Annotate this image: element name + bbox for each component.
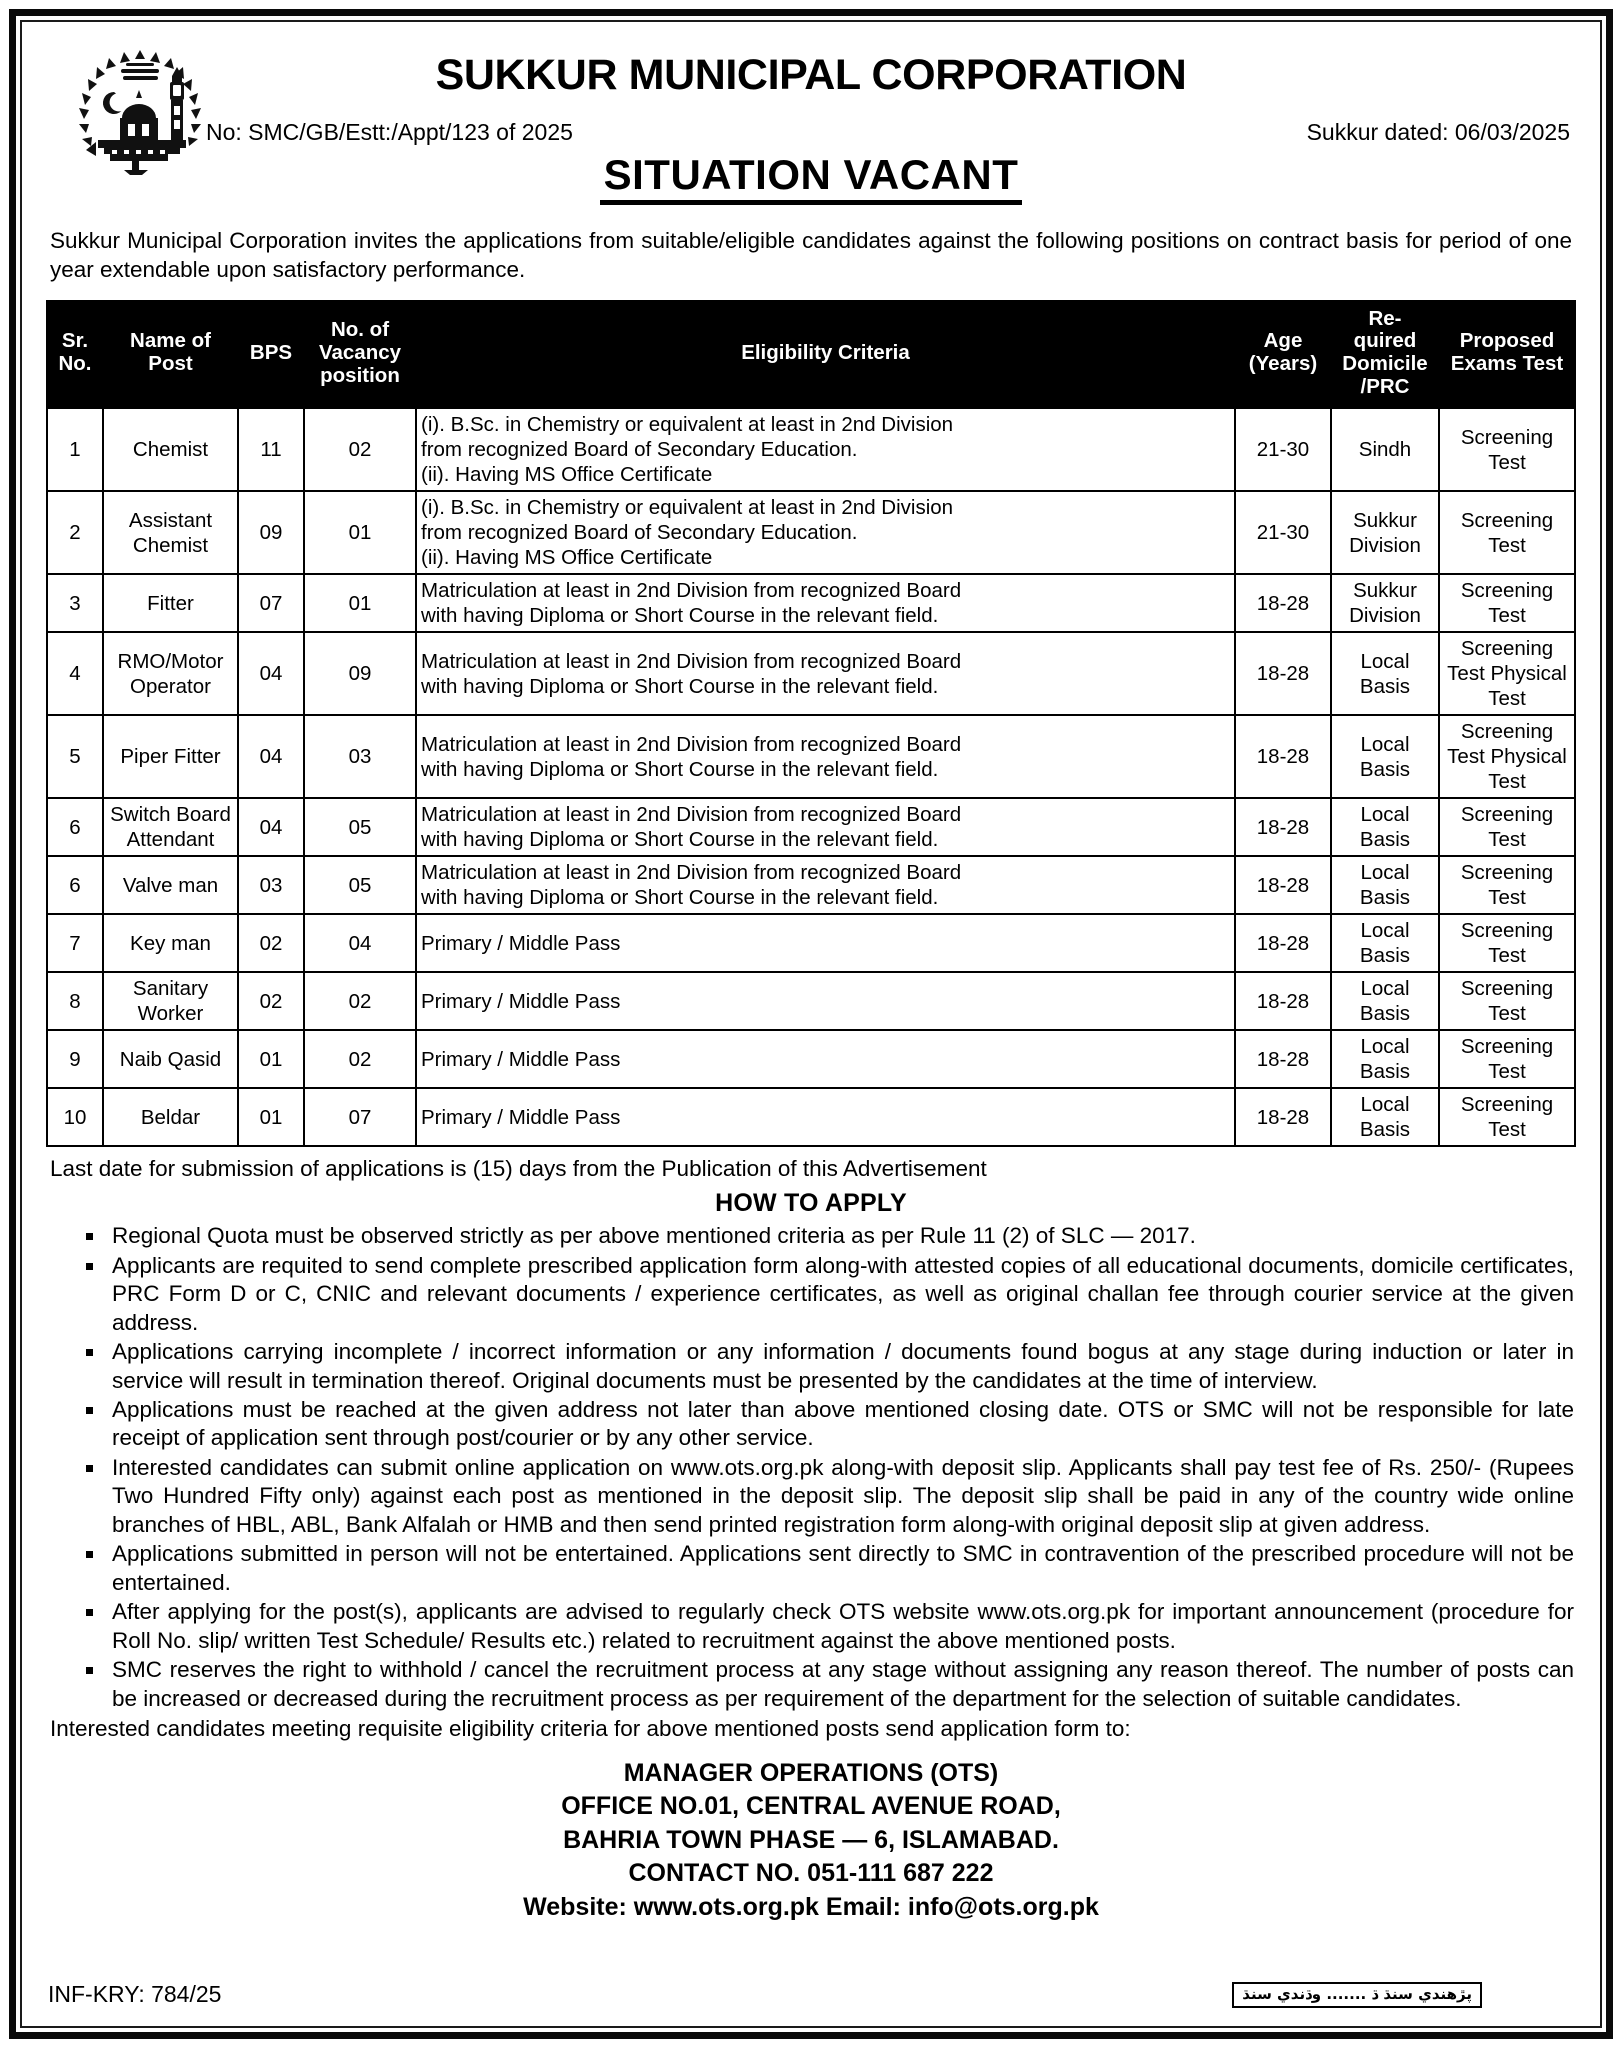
cell-post-name: Fitter [103,574,238,632]
cell-vacancy-count: 07 [304,1088,416,1146]
table-row [47,914,1575,972]
cell-eligibility-criteria: (i). B.Sc. in Chemistry or equivalent at least in 2nd Division from recognized Board of Secondary Education. (ii). Having MS Office Certificate [416,491,1235,574]
col-header-bps: BPS [238,301,304,409]
advertisement-content [22,22,1600,2026]
cell-proposed-exam: Screening Test [1439,1030,1575,1088]
vac-line-1: No. of [330,317,390,341]
cell-eligibility-criteria: Primary / Middle Pass [416,1030,1235,1088]
cell-vacancy-count: 01 [304,574,416,632]
cell-domicile: Local Basis [1331,715,1439,798]
cell-bps: 01 [238,1030,304,1088]
table-row [47,632,1575,715]
cell-proposed-exam: Screening Test [1439,574,1575,632]
how-to-apply-title: HOW TO APPLY [715,1189,907,1218]
cell-domicile: Local Basis [1331,914,1439,972]
cell-vacancy-count: 05 [304,798,416,856]
cell-eligibility-criteria: Primary / Middle Pass [416,914,1235,972]
cell-sr-no: 5 [47,715,103,798]
vac-line-2: Vacancy [318,340,402,364]
cell-bps: 04 [238,715,304,798]
last-date-notice: Last date for submission of applications is (15) days from the Publication of this Advertisement [50,1156,987,1182]
cell-bps: 09 [238,491,304,574]
rule-item: Interested candidates can submit online application on www.ots.org.pk along-with deposit slip. Applicants shall pay test fee of Rs. 250/- (Rupees Two Hundred Fifty only) against each post as mentioned in the deposit slip. The deposit slip shall be paid in any of the country wide online branches of HBL, ABL, Bank Alfalah or HMB and then send printed registration form along-with original deposit slip at given address. [84,1454,1574,1539]
advertisement-outer-frame [9,9,1613,2039]
post-line-2: Post [148,352,193,376]
sindhi-slogan-box: پڙهندي سنڌ ڌ ....... وڌندي سنڌ [1232,1982,1482,2008]
cell-vacancy-count: 09 [304,632,416,715]
cell-proposed-exam: Screening Test [1439,408,1575,491]
headline-situation-vacant: SITUATION VACANT [600,153,1023,205]
col-header-eligibility-criteria: Eligibility Criteria [416,301,1235,409]
sr-line-2: No. [58,352,92,376]
cell-sr-no: 8 [47,972,103,1030]
cell-vacancy-count: 03 [304,715,416,798]
address-line-web-email: Website: www.ots.org.pk Email: info@ots.org.pk [523,1892,1099,1921]
sukkur-municipal-corporation-emblem-icon [74,46,206,178]
cell-domicile: Sukkur Division [1331,574,1439,632]
address-line-town: BAHRIA TOWN PHASE — 6, ISLAMABAD. [563,1825,1059,1854]
cell-proposed-exam: Screening Test [1439,914,1575,972]
cell-proposed-exam: Screening Test Physical Test [1439,715,1575,798]
col-header-post-name [103,301,238,409]
cell-proposed-exam: Screening Test [1439,1088,1575,1146]
document-footer [44,1966,1578,2010]
sr-line-1: Sr. [61,329,89,353]
dom-line-4: /PRC [1360,375,1410,399]
col-header-vacancy [304,301,416,409]
cell-age-range: 18-28 [1235,798,1331,856]
col-header-domicile [1331,301,1439,409]
dom-line-2: quired [1353,329,1417,353]
cell-post-name: Naib Qasid [103,1030,238,1088]
cell-domicile: Local Basis [1331,1030,1439,1088]
cell-age-range: 18-28 [1235,715,1331,798]
cell-bps: 02 [238,914,304,972]
address-line-office: OFFICE NO.01, CENTRAL AVENUE ROAD, [561,1792,1061,1821]
cell-vacancy-count: 02 [304,408,416,491]
cell-age-range: 18-28 [1235,574,1331,632]
cell-sr-no: 9 [47,1030,103,1088]
cell-eligibility-criteria: Matriculation at least in 2nd Division from recognized Board with having Diploma or Short Course in the relevant field. [416,632,1235,715]
cell-vacancy-count: 01 [304,491,416,574]
how-to-apply-rules [46,1222,1576,1713]
cell-post-name: Switch Board Attendant [103,798,238,856]
contact-address-block [46,1757,1576,1925]
cell-bps: 02 [238,972,304,1030]
table-row [47,972,1575,1030]
table-header-row [47,301,1575,409]
cell-bps: 03 [238,856,304,914]
col-header-proposed-exam [1439,301,1575,409]
table-row [47,574,1575,632]
col-header-age [1235,301,1331,409]
cell-age-range: 18-28 [1235,1088,1331,1146]
cell-eligibility-criteria: Primary / Middle Pass [416,972,1235,1030]
advertisement-inner-frame [20,20,1602,2028]
cell-bps: 07 [238,574,304,632]
cell-sr-no: 7 [47,914,103,972]
exam-line-2: Exams Test [1450,352,1564,376]
closing-instruction: Interested candidates meeting requisite eligibility criteria for above mentioned posts send application form to: [50,1716,1131,1742]
cell-post-name: Valve man [103,856,238,914]
organization-title: SUKKUR MUNICIPAL CORPORATION [435,51,1187,99]
cell-bps: 11 [238,408,304,491]
cell-age-range: 18-28 [1235,1030,1331,1088]
table-row [47,798,1575,856]
rule-item: Applications carrying incomplete / incorrect information or any information / documents found bogus at any stage during induction or later in service will result in termination thereof. Original documents must be presented by the candidates at the time of interview. [84,1338,1574,1395]
cell-sr-no: 3 [47,574,103,632]
table-row [47,856,1575,914]
issue-date: Sukkur dated: 06/03/2025 [1306,119,1570,145]
cell-proposed-exam: Screening Test [1439,972,1575,1030]
address-line-manager: MANAGER OPERATIONS (OTS) [623,1758,999,1787]
cell-bps: 04 [238,798,304,856]
cell-eligibility-criteria: (i). B.Sc. in Chemistry or equivalent at least in 2nd Division from recognized Board of Secondary Education. (ii). Having MS Office Certificate [416,408,1235,491]
cell-age-range: 18-28 [1235,856,1331,914]
table-row [47,1088,1575,1146]
cell-post-name: Sanitary Worker [103,972,238,1030]
cell-sr-no: 6 [47,798,103,856]
age-line-1: Age [1263,329,1303,353]
cell-domicile: Local Basis [1331,632,1439,715]
address-line-contact: CONTACT NO. 051-111 687 222 [628,1859,994,1888]
cell-post-name: Piper Fitter [103,715,238,798]
cell-age-range: 18-28 [1235,632,1331,715]
cell-sr-no: 6 [47,856,103,914]
rule-item: SMC reserves the right to withhold / cancel the recruitment process at any stage without assigning any reason thereof. The number of posts can be increased or decreased during the recruitment process as per requirement of the department for the selection of suitable candidates. [84,1656,1574,1713]
vac-line-3: position [320,363,400,387]
cell-post-name: Beldar [103,1088,238,1146]
dom-line-1: Re- [1368,306,1402,330]
cell-vacancy-count: 05 [304,856,416,914]
intro-paragraph: Sukkur Municipal Corporation invites the applications from suitable/eligible candidates against the following positions on contract basis for period of one year extendable upon satisfactory performance. [50,228,1572,283]
cell-sr-no: 10 [47,1088,103,1146]
cell-post-name: Chemist [103,408,238,491]
vacancy-table-head [47,301,1575,409]
rule-item: Regional Quota must be observed strictly as per above mentioned criteria as per Rule 11 (2) of SLC — 2017. [84,1222,1574,1250]
cell-proposed-exam: Screening Test Physical Test [1439,632,1575,715]
rule-item: Applicants are requited to send complete prescribed application form along-with attested copies of all educational documents, domicile certificates, PRC Form D or C, CNIC and relevant documents / experience certificates, as well as original challan fee through courier service at the given address. [84,1252,1574,1337]
rule-item: Applications submitted in person will not be entertained. Applications sent directly to SMC in contravention of the prescribed procedure will not be entertained. [84,1540,1574,1597]
cell-domicile: Local Basis [1331,798,1439,856]
cell-bps: 01 [238,1088,304,1146]
post-line-1: Name of [130,329,211,353]
rule-item: After applying for the post(s), applicants are advised to regularly check OTS website www.ots.org.pk for important announcement (procedure for Roll No. slip/ written Test Schedule/ Results etc.) related to recruitment against the above mentioned posts. [84,1598,1574,1655]
col-header-sr-no [47,301,103,409]
cell-age-range: 21-30 [1235,408,1331,491]
cell-eligibility-criteria: Matriculation at least in 2nd Division from recognized Board with having Diploma or Short Course in the relevant field. [416,798,1235,856]
cell-domicile: Local Basis [1331,856,1439,914]
rule-item: Applications must be reached at the given address not later than above mentioned closing date. OTS or SMC will not be responsible for late receipt of application sent through post/courier or by any other service. [84,1396,1574,1453]
vacancy-table-body [47,408,1575,1146]
vacancy-table [46,300,1576,1148]
headline-wrapper [46,153,1576,205]
cell-domicile: Sukkur Division [1331,491,1439,574]
document-header [46,38,1576,210]
reference-number: No: SMC/GB/Estt:/Appt/123 of 2025 [206,119,573,145]
cell-sr-no: 4 [47,632,103,715]
table-row [47,715,1575,798]
age-line-2: (Years) [1248,352,1318,376]
cell-domicile: Local Basis [1331,1088,1439,1146]
cell-bps: 04 [238,632,304,715]
cell-vacancy-count: 02 [304,1030,416,1088]
table-row [47,408,1575,491]
reference-row [46,119,1576,147]
cell-sr-no: 2 [47,491,103,574]
cell-vacancy-count: 04 [304,914,416,972]
cell-post-name: RMO/Motor Operator [103,632,238,715]
table-row [47,1030,1575,1088]
cell-domicile: Local Basis [1331,972,1439,1030]
cell-post-name: Key man [103,914,238,972]
cell-vacancy-count: 02 [304,972,416,1030]
cell-age-range: 21-30 [1235,491,1331,574]
cell-post-name: Assistant Chemist [103,491,238,574]
cell-age-range: 18-28 [1235,972,1331,1030]
cell-proposed-exam: Screening Test [1439,856,1575,914]
table-row [47,491,1575,574]
exam-line-1: Proposed [1459,329,1555,353]
cell-eligibility-criteria: Matriculation at least in 2nd Division from recognized Board with having Diploma or Short Course in the relevant field. [416,574,1235,632]
inf-reference-number: INF-KRY: 784/25 [48,1981,222,2007]
cell-proposed-exam: Screening Test [1439,491,1575,574]
cell-domicile: Sindh [1331,408,1439,491]
cell-sr-no: 1 [47,408,103,491]
cell-age-range: 18-28 [1235,914,1331,972]
cell-eligibility-criteria: Matriculation at least in 2nd Division from recognized Board with having Diploma or Short Course in the relevant field. [416,715,1235,798]
cell-eligibility-criteria: Primary / Middle Pass [416,1088,1235,1146]
cell-proposed-exam: Screening Test [1439,798,1575,856]
cell-eligibility-criteria: Matriculation at least in 2nd Division from recognized Board with having Diploma or Short Course in the relevant field. [416,856,1235,914]
dom-line-3: Domicile [1342,352,1428,376]
